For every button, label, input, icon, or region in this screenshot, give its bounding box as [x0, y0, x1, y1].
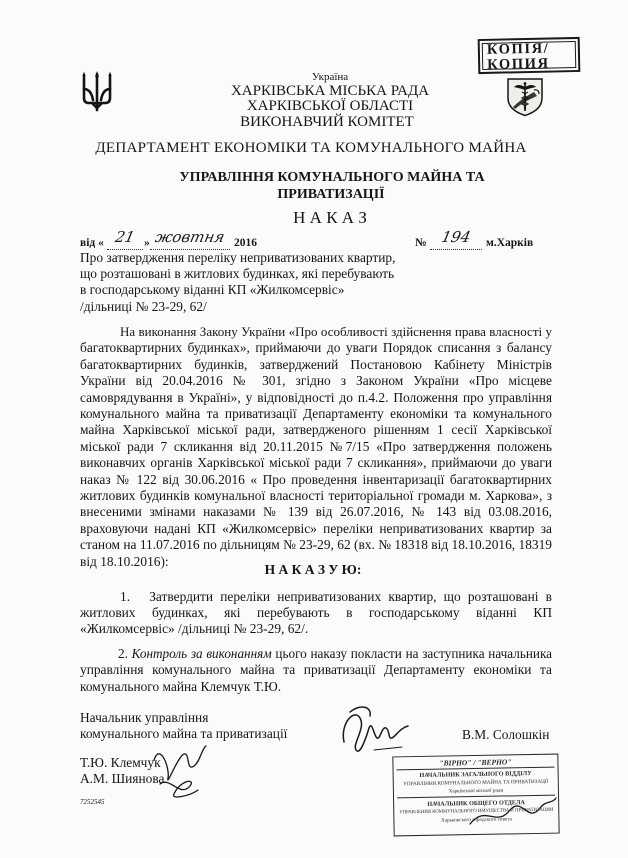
verify-stamp-line: Харківської міської ради [397, 786, 555, 799]
verify-stamp-line: УПРАВЛІННЯ КОМУНАЛЬНОГО МАЙНА ТА ПРИВАТИЗАЦІЇ [403, 778, 549, 788]
date-day-handwritten: 21 [113, 228, 137, 246]
order-item-2 [80, 646, 552, 695]
order-item-2-text: цього наказу покласти на заступника начальника [275, 646, 553, 661]
order-item-1-text: Затвердити переліки неприватизованих квартир, що розташовані в [149, 589, 552, 604]
order-item-2-line: комунального майна Клемчук Т.Ю. [80, 678, 282, 694]
copy-stamp-line1: КОПІЯ/ [486, 40, 550, 58]
header-office-line2: ПРИВАТИЗАЦІЇ [277, 187, 385, 202]
ukraine-trident-icon [80, 70, 114, 112]
verify-stamp-title: "ВІРНО" / "ВЕРНО" [396, 757, 554, 771]
copy-stamp-line2: КОПИЯ [487, 55, 550, 73]
header-country: Україна [311, 71, 349, 83]
order-item-2-italic-lead: Контроль за виконанням [131, 646, 272, 661]
signer-name: В.М. Солошкін [462, 727, 550, 742]
preamble-line: самоврядування в Україні», у відповідності до п.4.2. Положення про управління [80, 389, 552, 405]
header-committee: ВИКОНАВЧИЙ КОМІТЕТ [240, 114, 414, 130]
kharkiv-coat-of-arms-icon [503, 77, 547, 117]
order-item-1 [80, 589, 552, 638]
signer-position-line1: Начальник управління [80, 710, 209, 725]
number-sign: № [415, 237, 427, 249]
copy-stamp [478, 37, 581, 74]
preamble-line: майна Харківської міської ради, затвердженого рішенням 1 сесії Харківської [80, 422, 552, 438]
preamble-line: враховуючи надані КП «Жилкомсервіс» переліки неприватизованих квартир за [80, 520, 552, 536]
header-department: ДЕПАРТАМЕНТ ЕКОНОМІКИ ТА КОМУНАЛЬНОГО МАЙНА [95, 140, 527, 156]
preamble-line: багатоквартирних будинків, затверджений Постановою Кабінету Міністрів [80, 356, 552, 372]
order-item-2-number: 2. [118, 646, 128, 661]
subject-line: /дільниці № 23-29, 62/ [80, 298, 207, 314]
preamble-line: виконавчих органів Харківської міської ради 7 скликання», приймаючи до уваги [80, 455, 552, 471]
subject-line: в господарському віданні КП «Жилкомсервіс» [80, 282, 345, 298]
header-office-line1: УПРАВЛІННЯ КОМУНАЛЬНОГО МАЙНА ТА [179, 170, 485, 185]
preamble-line: міської ради 7 скликання від 20.11.2015 №7/15 «Про затвердження положень [80, 438, 552, 454]
order-subject [80, 250, 510, 315]
order-item-2-line [80, 646, 552, 662]
verify-stamp-line: НАЧАЛЬНИК ЗАГАЛЬНОГО ВІДДІЛУ [419, 770, 532, 779]
handwritten-signature [336, 698, 416, 762]
subject-line: Про затвердження переліку неприватизованих квартир, [80, 250, 396, 265]
preamble-line: комунального майна та приватизації Департаменту економіки та комунального [80, 406, 552, 422]
order-heading: Н А К А З У Ю: [264, 562, 362, 577]
preamble-line: України від 20.04.2016 № 301, згідно з Законом України «Про місцеве [80, 373, 552, 389]
signer-position-line2: комунального майна та приватизації [80, 726, 288, 741]
verify-stamp-line: НАЧАЛЬНИК ОБЩЕГО ОТДЕЛА [427, 799, 525, 808]
approval-initials-signature [150, 738, 210, 802]
header-council: ХАРКІВСЬКА МІСЬКА РАДА [230, 83, 430, 99]
subject-line: що розташовані в житлових будинках, які перебувають [80, 266, 395, 282]
preamble-line: від 18.10.2016): [80, 553, 169, 569]
approver-1: Т.Ю. Клемчук [80, 755, 161, 770]
preamble-line: внесеними змінами наказами № 139 від 26.07.2016, № 143 від 03.08.2016, [80, 504, 552, 520]
date-quote-close: » [144, 237, 150, 249]
document-type-title: Н А К А З [293, 208, 367, 227]
order-item-1-line: житлових будинках, які перебувають в господарському віданні КП [80, 605, 552, 621]
document-code: 7252545 [80, 798, 105, 806]
preamble-paragraph [80, 324, 552, 570]
verify-stamp-line: Харьковского городского совета [440, 816, 512, 824]
stamp-signature [466, 786, 558, 832]
verify-stamp-line: УПРАВЛЕНИЯ КОММУНАЛЬНОГО ИМУЩЕСТВА И ПРИВАТИЗАЦИИ [399, 807, 554, 816]
date-month-handwritten: жовтня [153, 228, 227, 246]
preamble-line: На виконання Закону України «Про особливості здійснення права власності у [120, 324, 552, 339]
order-item-2-line: управління комунального майна та приватизації Департаменту економіки та [80, 662, 552, 678]
preamble-line: наказ № 122 від 30.06.2016 « Про проведення інвентаризації багатоквартирних [80, 471, 552, 487]
number-handwritten: 194 [439, 228, 473, 246]
date-year: 2016 [234, 237, 257, 249]
city: м.Харків [486, 237, 534, 249]
order-item-1-line: «Жилкомсервіс» /дільниці № 23-29, 62/. [80, 621, 309, 637]
preamble-line: житлових будинків комунальної власності територіальної громади м. Харкова», з [80, 488, 552, 504]
preamble-line: багатоквартирних будинках», приймаючи до уваги Порядок списання з балансу [80, 340, 552, 356]
order-item-1-line [80, 589, 552, 605]
header-region: ХАРКІВСЬКОЇ ОБЛАСТІ [246, 98, 414, 114]
date-prefix: від « [80, 237, 104, 249]
order-item-1-number: 1. [120, 589, 131, 604]
approver-2: А.М. Шиянова [80, 771, 165, 786]
preamble-line: станом на 11.07.2016 по дільницям № 23-29, 62 (вх. № 18318 від 18.10.2016, 18319 [80, 537, 552, 553]
